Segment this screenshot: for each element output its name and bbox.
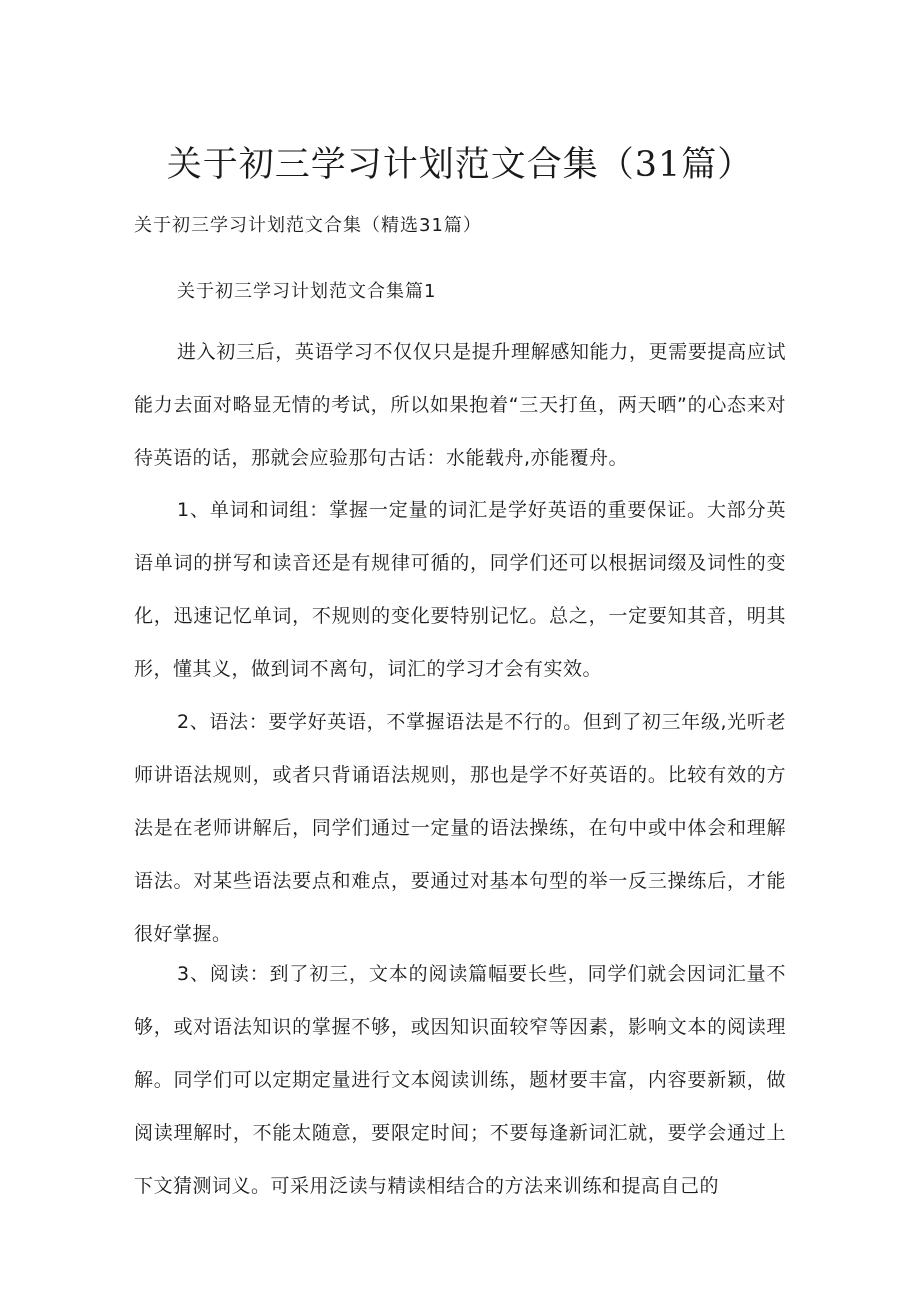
paragraph-reading: 3、阅读：到了初三，文本的阅读篇幅要长些，同学们就会因词汇量不够，或对语法知识的掌握不够，或因知识面较窄等因素，影响文本的阅读理解。同学们可以定期定量进行文本阅读训练，题材要丰富，内容要新颖，做阅读理解时，不能太随意，要限定时间；不要每逢新词汇就，要学会通过上下文猜测词义。可采用泛读与精读相结合的方法来训练和提高自己的: [134, 963, 786, 1197]
paragraph-grammar: 2、语法：要学好英语，不掌握语法是不行的。但到了初三年级,光听老师讲语法规则，或者只背诵语法规则，那也是学不好英语的。比较有效的方法是在老师讲解后，同学们通过一定量的语法操练，在句中或中体会和理解语法。对某些语法要点和难点，要通过对基本句型的举一反三操练后，才能很好掌握。: [134, 711, 786, 945]
document-subtitle: 关于初三学习计划范文合集（精选31篇）: [134, 215, 482, 236]
document-title: 关于初三学习计划范文合集（31篇）: [166, 145, 754, 185]
section-heading: 关于初三学习计划范文合集篇1: [177, 281, 437, 302]
paragraph-intro: 进入初三后，英语学习不仅仅只是提升理解感知能力，更需要提高应试能力去面对略显无情的考试，所以如果抱着“三天打鱼，两天晒”的心态来对待英语的话，那就会应验那句古话：水能载舟,亦能覆舟。: [134, 341, 786, 469]
paragraph-vocabulary: 1、单词和词组：掌握一定量的词汇是学好英语的重要保证。大部分英语单词的拼写和读音还是有规律可循的，同学们还可以根据词缀及词性的变化，迅速记忆单词，不规则的变化要特别记忆。总之，一定要知其音，明其形，懂其义，做到词不离句，词汇的学习才会有实效。: [134, 499, 786, 680]
